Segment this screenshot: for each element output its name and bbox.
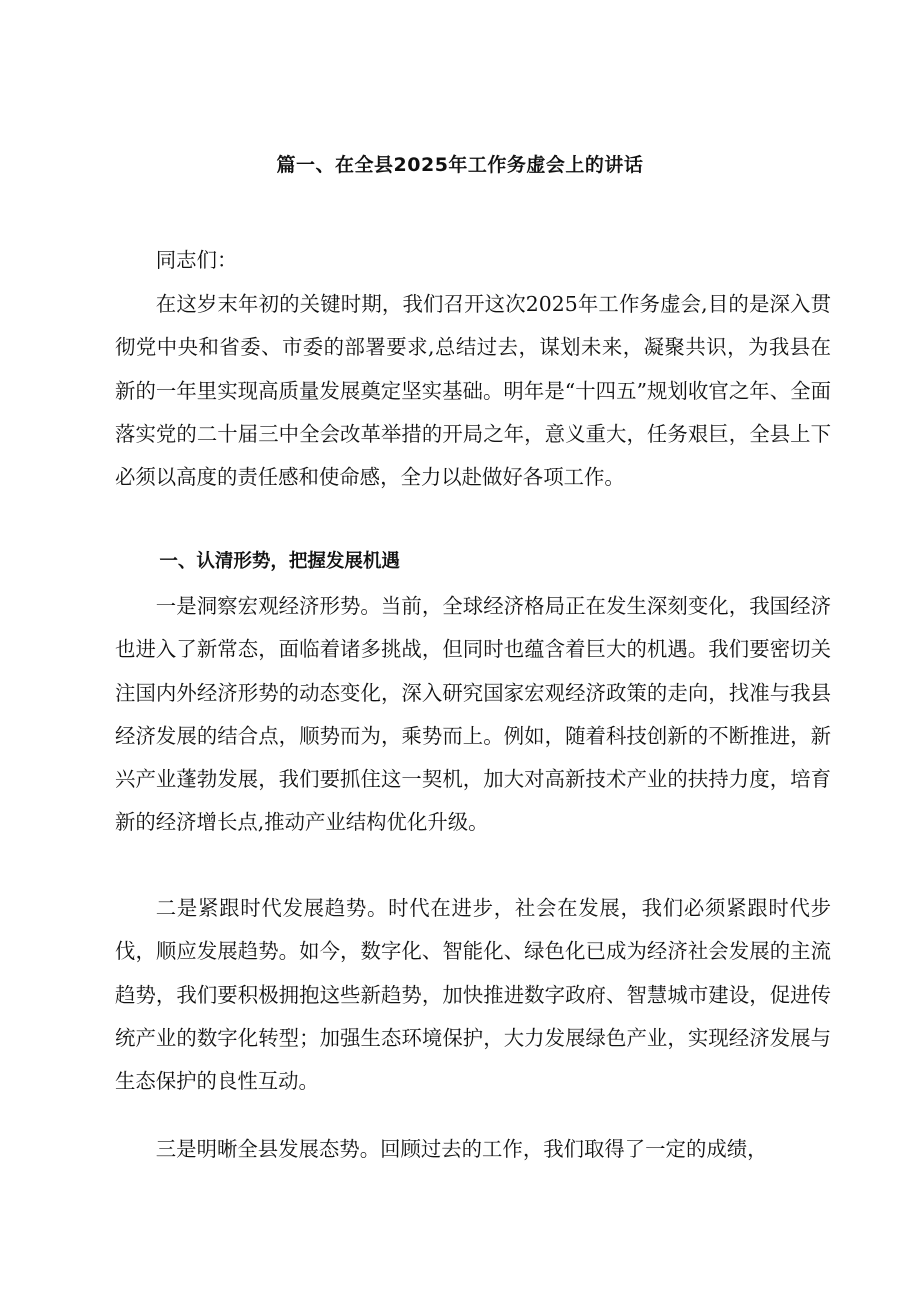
paragraph-macro-economy: 一是洞察宏观经济形势。当前，全球经济格局正在发生深刻变化，我国经济也进入了新常态，面临着诸多挑战，但同时也蕴含着巨大的机遇。我们要密切关注国内外经济形势的动态变化，深入研究国家宏观经济政策的走向，找准与我县经济发展的结合点，顺势而为，乘势而上。例如，随着科技创新的不断推进，新兴产业蓬勃发展，我们要抓住这一契机，加大对高新技术产业的扶持力度，培育新的经济增长点,推动产业结构优化升级。 — [115, 594, 831, 835]
section-heading: 一、认清形势，把握发展机遇 — [159, 551, 400, 572]
paragraph-intro: 在这岁末年初的关键时期，我们召开这次2025年工作务虚会,目的是深入贯彻党中央和省委、市委的部署要求,总结过去，谋划未来，凝聚共识，为我县在新的一年里实现高质量发展奠定坚实基础。明年是“十四五”规划收官之年、全面落实党的二十届三中全会改革举措的开局之年，意义重大，任务艰巨，全县上下必须以高度的责任感和使命感，全力以赴做好各项工作。 — [115, 292, 831, 490]
document-title: 篇一、在全县2025年工作务虚会上的讲话 — [276, 154, 644, 176]
paragraph-county-situation: 三是明晰全县发展态势。回顾过去的工作，我们取得了一定的成绩， — [155, 1137, 768, 1161]
paragraph-trends: 二是紧跟时代发展趋势。时代在进步，社会在发展，我们必须紧跟时代步伐，顺应发展趋势。如今，数字化、智能化、绿色化已成为经济社会发展的主流趋势，我们要积极拥抱这些新趋势，加快推进数字政府、智慧城市建设，促进传统产业的数字化转型；加强生态环境保护，大力发展绿色产业，实现经济发展与生态保护的良性互动。 — [115, 896, 831, 1094]
greeting: 同志们： — [155, 248, 238, 272]
